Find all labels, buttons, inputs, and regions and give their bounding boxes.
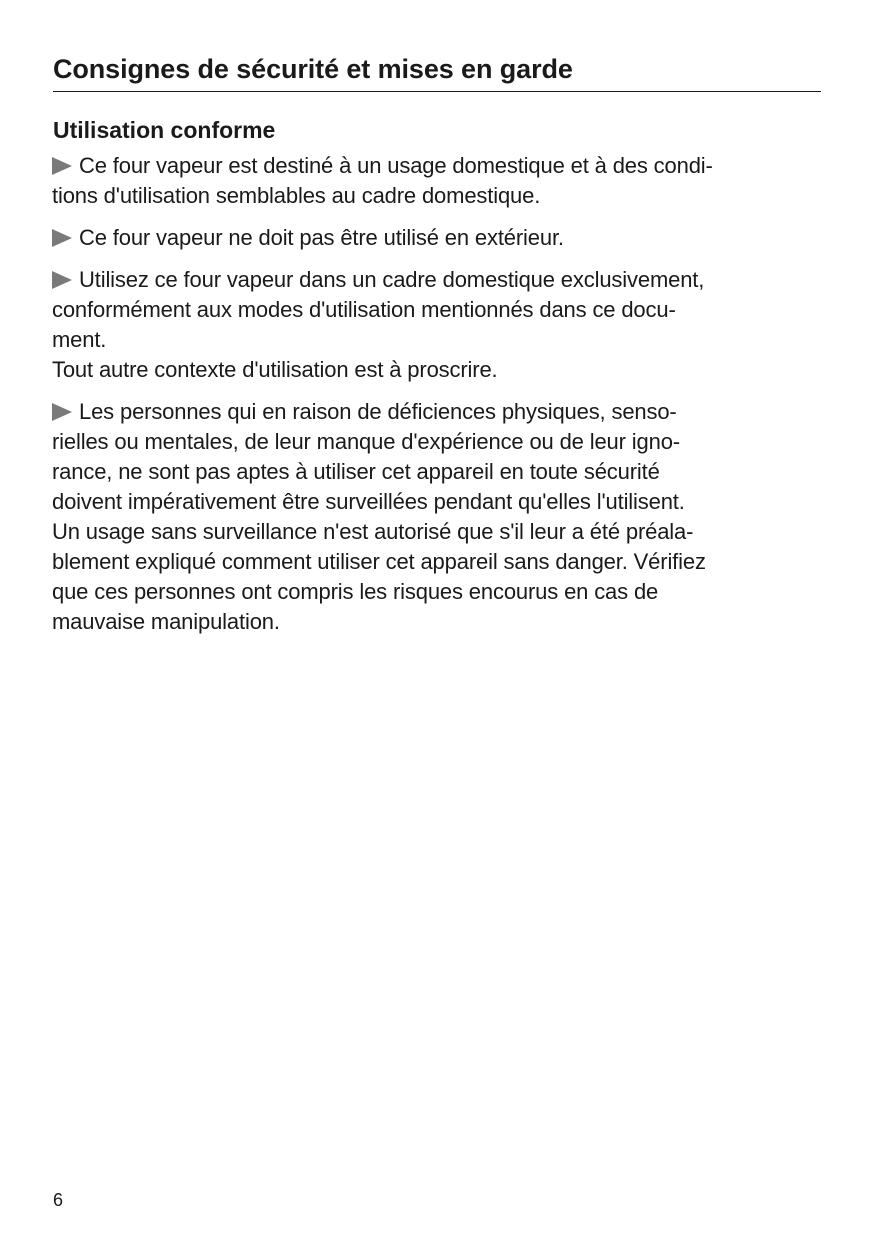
triangle-bullet-icon: [52, 157, 72, 175]
page-title: Consignes de sécurité et mises en garde: [53, 54, 573, 84]
paragraph-line: [52, 265, 827, 295]
paragraph-line: ment.: [52, 327, 107, 352]
paragraph-line: doivent impérativement être surveillées pendant qu'elles l'utilisent.: [52, 489, 685, 514]
paragraph-line-text: Ce four vapeur ne doit pas être utilisé en extérieur.: [79, 225, 564, 250]
main-content: [52, 113, 827, 649]
triangle-bullet-icon: [52, 271, 72, 289]
paragraph-line: Un usage sans surveillance n'est autorisé que s'il leur a été préala-: [52, 519, 694, 544]
triangle-bullet-icon: [52, 229, 72, 247]
paragraph-line: [52, 223, 827, 253]
paragraph-line: rielles ou mentales, de leur manque d'expérience ou de leur igno-: [52, 429, 680, 454]
paragraph-line: [52, 397, 827, 427]
paragraph-line: que ces personnes ont compris les risques encourus en cas de: [52, 579, 659, 604]
paragraph-line: rance, ne sont pas aptes à utiliser cet appareil en toute sécurité: [52, 459, 660, 484]
paragraph-line: blement expliqué comment utiliser cet appareil sans danger. Vérifiez: [52, 549, 706, 574]
paragraph-usage-domestic: [52, 151, 827, 211]
paragraph-supervision: [52, 397, 827, 637]
paragraph-line-text: Ce four vapeur est destiné à un usage domestique et à des condi-: [79, 153, 713, 178]
paragraph-no-outdoor: [52, 223, 827, 253]
paragraph-line: Tout autre contexte d'utilisation est à proscrire.: [52, 357, 498, 382]
triangle-bullet-icon: [52, 403, 72, 421]
page-number: 6: [53, 1190, 64, 1210]
page-header: [53, 50, 821, 92]
paragraph-line: [52, 151, 827, 181]
paragraph-line-text: Utilisez ce four vapeur dans un cadre domestique exclusivement,: [79, 267, 705, 292]
paragraph-line: conformément aux modes d'utilisation mentionnés dans ce docu-: [52, 297, 676, 322]
paragraph-line: tions d'utilisation semblables au cadre domestique.: [52, 183, 541, 208]
header-rule: [53, 91, 821, 92]
paragraph-line: mauvaise manipulation.: [52, 609, 280, 634]
section-title: Utilisation conforme: [53, 117, 276, 143]
paragraph-exclusive-use: [52, 265, 827, 385]
paragraph-line-text: Les personnes qui en raison de déficiences physiques, senso-: [79, 399, 677, 424]
